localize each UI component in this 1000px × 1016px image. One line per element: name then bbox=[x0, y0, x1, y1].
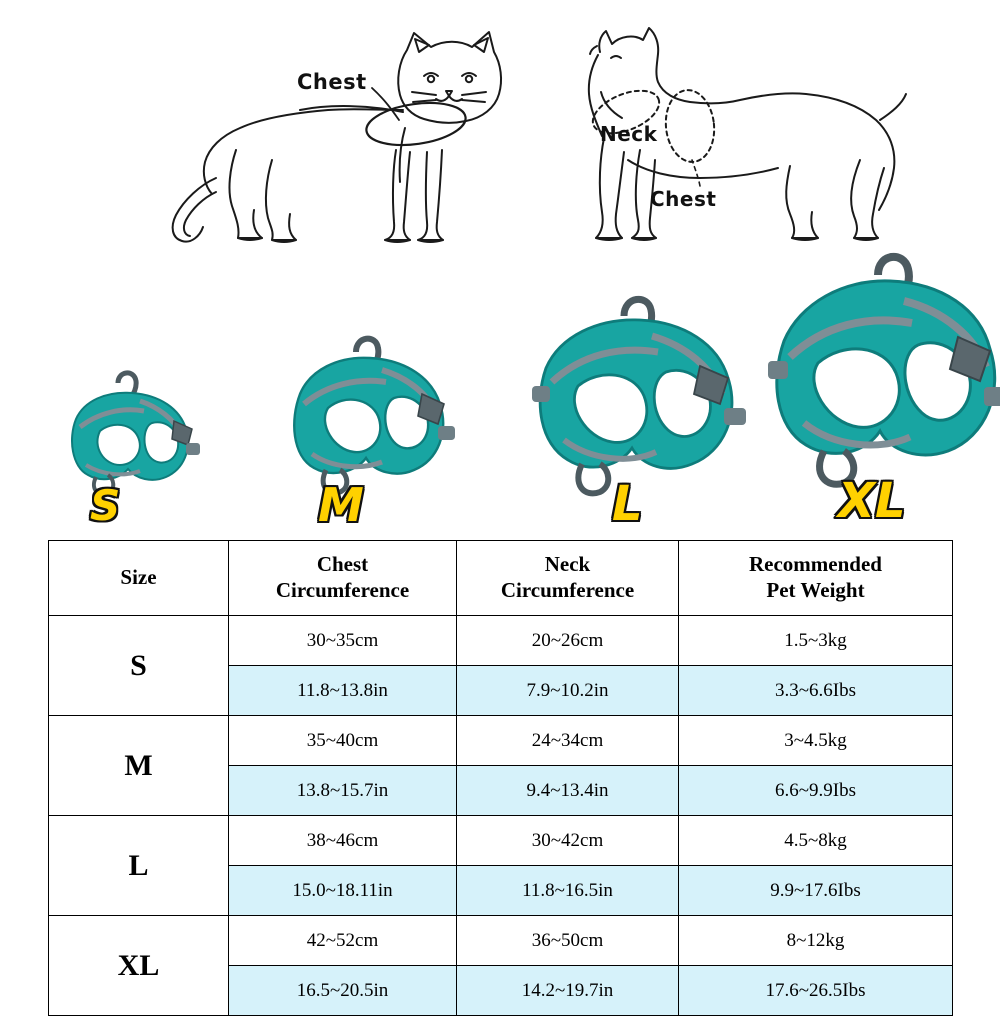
l-weight-metric: 4.5~8kg bbox=[679, 816, 953, 866]
s-weight-imperial: 3.3~6.6Ibs bbox=[679, 666, 953, 716]
dog-neck-label: Neck bbox=[600, 122, 658, 146]
header-chest bbox=[229, 541, 457, 616]
l-weight-imperial: 9.9~17.6Ibs bbox=[679, 866, 953, 916]
header-neck bbox=[457, 541, 679, 616]
s-chest-imperial: 11.8~13.8in bbox=[229, 666, 457, 716]
harness-product-s bbox=[40, 357, 210, 507]
table-row bbox=[49, 816, 953, 866]
s-neck-imperial: 7.9~10.2in bbox=[457, 666, 679, 716]
l-neck-imperial: 11.8~16.5in bbox=[457, 866, 679, 916]
m-neck-imperial: 9.4~13.4in bbox=[457, 766, 679, 816]
xl-weight-metric: 8~12kg bbox=[679, 916, 953, 966]
table-row bbox=[49, 916, 953, 966]
m-neck-metric: 24~34cm bbox=[457, 716, 679, 766]
xl-neck-imperial: 14.2~19.7in bbox=[457, 966, 679, 1016]
size-badge-s: S bbox=[90, 481, 121, 530]
header-neck-line1: Neck bbox=[544, 552, 591, 577]
l-chest-metric: 38~46cm bbox=[229, 816, 457, 866]
m-chest-metric: 35~40cm bbox=[229, 716, 457, 766]
diagram-illustrations bbox=[0, 0, 1000, 260]
m-weight-imperial: 6.6~9.9Ibs bbox=[679, 766, 953, 816]
harness-product-m bbox=[270, 322, 470, 507]
harness-product-xl bbox=[762, 245, 1000, 507]
table-row bbox=[49, 716, 953, 766]
l-chest-imperial: 15.0~18.11in bbox=[229, 866, 457, 916]
table-row bbox=[49, 616, 953, 666]
harness-size-lineup bbox=[0, 245, 1000, 545]
header-weight-line2: Pet Weight bbox=[766, 578, 865, 602]
s-chest-metric: 30~35cm bbox=[229, 616, 457, 666]
header-chest-line1: Chest bbox=[316, 552, 369, 577]
measurement-diagram bbox=[0, 0, 1000, 260]
table-header-row bbox=[49, 541, 953, 616]
m-weight-metric: 3~4.5kg bbox=[679, 716, 953, 766]
xl-weight-imperial: 17.6~26.5Ibs bbox=[679, 966, 953, 1016]
xl-chest-metric: 42~52cm bbox=[229, 916, 457, 966]
harness-product-l bbox=[520, 282, 760, 507]
s-neck-metric: 20~26cm bbox=[457, 616, 679, 666]
cat-chest-label: Chest bbox=[297, 70, 367, 94]
size-badge-xl: XL bbox=[838, 473, 906, 529]
size-badge-l: L bbox=[612, 476, 643, 532]
xl-chest-imperial: 16.5~20.5in bbox=[229, 966, 457, 1016]
header-size: Size bbox=[49, 541, 229, 616]
row-size-l: L bbox=[49, 816, 229, 916]
header-chest-line2: Circumference bbox=[275, 578, 410, 602]
size-badge-m: M bbox=[318, 478, 364, 532]
header-weight bbox=[679, 541, 953, 616]
header-weight-line1: Recommended bbox=[749, 552, 882, 577]
xl-neck-metric: 36~50cm bbox=[457, 916, 679, 966]
row-size-xl: XL bbox=[49, 916, 229, 1016]
dog-chest-label: Chest bbox=[650, 187, 717, 211]
header-neck-line2: Circumference bbox=[500, 578, 635, 602]
m-chest-imperial: 13.8~15.7in bbox=[229, 766, 457, 816]
l-neck-metric: 30~42cm bbox=[457, 816, 679, 866]
row-size-m: M bbox=[49, 716, 229, 816]
s-weight-metric: 1.5~3kg bbox=[679, 616, 953, 666]
row-size-s: S bbox=[49, 616, 229, 716]
size-chart-table bbox=[48, 540, 953, 1016]
cat-outline bbox=[173, 32, 501, 242]
